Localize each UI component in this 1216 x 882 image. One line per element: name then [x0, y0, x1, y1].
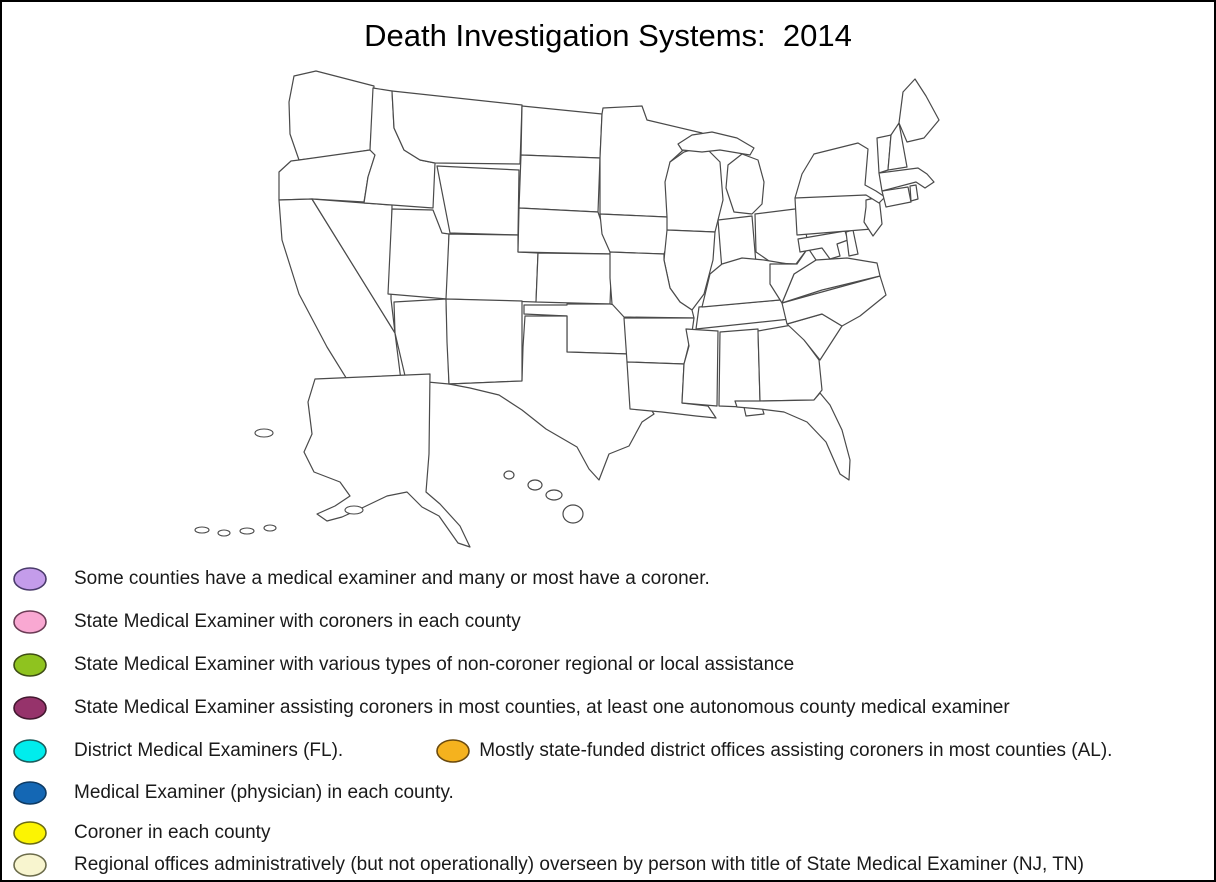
legend-row — [12, 779, 454, 807]
legend-row — [12, 651, 794, 679]
state-me — [899, 79, 939, 142]
legend-label: Medical Examiner (physician) in each county. — [74, 782, 454, 803]
aleutian-island — [240, 528, 254, 534]
us-map — [167, 57, 997, 557]
legend-swatch-sme-regional — [12, 652, 48, 678]
state-sd — [519, 155, 600, 212]
aleutian-island — [195, 527, 209, 533]
legend-label: Mostly state-funded district offices assisting coroners in most counties (AL). — [479, 740, 1113, 761]
ak-island — [255, 429, 273, 437]
aleutian-island — [264, 525, 276, 531]
ak-island — [345, 506, 363, 514]
state-wy — [437, 166, 519, 235]
legend-row — [12, 737, 1112, 765]
state-ak — [304, 374, 470, 547]
legend-label: Regional offices administratively (but not operationally) overseen by person with title of State Medical Examiner (NJ, TN) — [74, 854, 1084, 875]
state-de — [846, 230, 858, 256]
state-wa — [289, 71, 374, 160]
legend-label: District Medical Examiners (FL). — [74, 740, 344, 761]
state-hi — [504, 471, 514, 479]
state-ny — [795, 143, 885, 203]
state-fl — [735, 393, 850, 480]
page-title: Death Investigation Systems: 2014 — [364, 18, 852, 53]
legend-swatch-district-fl — [12, 738, 48, 764]
state-hi — [546, 490, 562, 500]
state-hi — [528, 480, 542, 490]
legend-label: Some counties have a medical examiner and many or most have a coroner. — [74, 568, 710, 589]
legend-swatch-district-al — [435, 738, 471, 764]
legend-row — [12, 851, 1084, 879]
legend-item-district-al — [435, 737, 1112, 765]
state-az — [394, 299, 449, 384]
state-wi — [665, 146, 723, 232]
state-ri — [910, 185, 918, 201]
state-mt — [392, 91, 522, 164]
legend-swatch-mixed — [12, 566, 48, 592]
state-ut — [388, 209, 449, 299]
state-ks — [536, 253, 612, 304]
legend-swatch-sme-assisting — [12, 695, 48, 721]
state-hi — [563, 505, 583, 523]
legend-label: Coroner in each county — [74, 822, 271, 843]
state-nd — [521, 106, 602, 158]
legend-row — [12, 694, 1010, 722]
legend-swatch-sme-coroners — [12, 609, 48, 635]
legend-label: State Medical Examiner with coroners in each county — [74, 611, 521, 632]
legend-swatch-coroner — [12, 820, 48, 846]
state-mi — [726, 154, 764, 214]
legend-label: State Medical Examiner with various types of non-coroner regional or local assistance — [74, 654, 795, 675]
legend-swatch-regional-admin — [12, 852, 48, 878]
aleutian-island — [218, 530, 230, 536]
legend-row — [12, 608, 521, 636]
state-ia — [600, 214, 672, 254]
legend-swatch-me-county — [12, 780, 48, 806]
state-nm — [446, 299, 522, 384]
legend-label: State Medical Examiner assisting coroners in most counties, at least one autonomous county medical examiner — [74, 697, 1010, 718]
legend-row — [12, 565, 710, 593]
state-ar — [624, 318, 694, 364]
legend-row — [12, 819, 270, 847]
state-or — [279, 150, 375, 202]
